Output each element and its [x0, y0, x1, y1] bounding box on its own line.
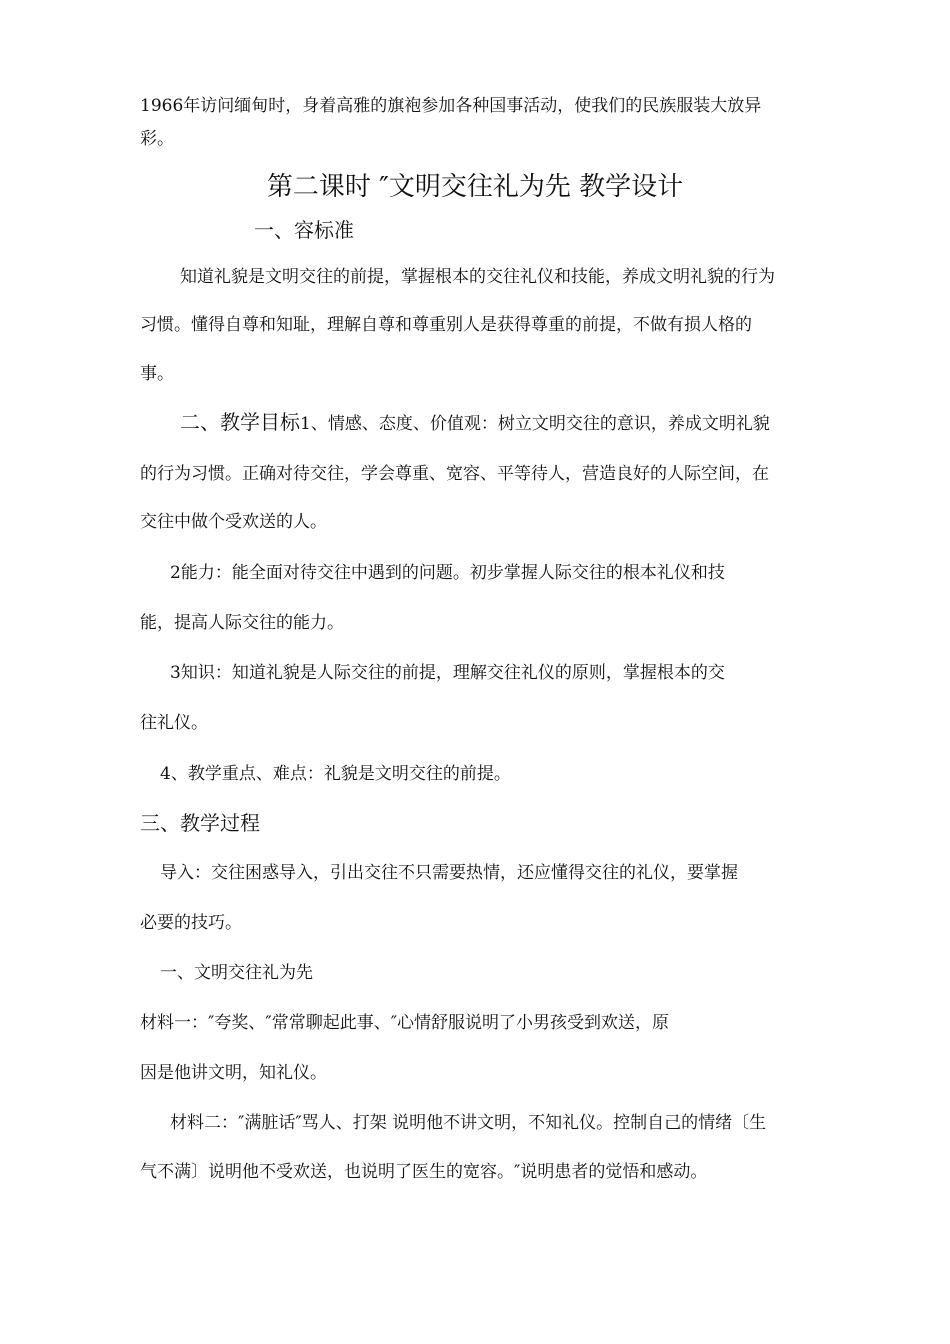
body-line: 4、教学重点、难点：礼貌是文明交往的前提。: [160, 764, 511, 784]
subsection-heading: 一、文明交往礼为先: [160, 963, 313, 983]
body-line: 彩。: [140, 129, 174, 149]
body-line: 材料一：″夸奖、″常常聊起此事、″心情舒服说明了小男孩受到欢送，原: [140, 1013, 670, 1033]
page-title: 第二课时 ″文明交往礼为先 教学设计: [266, 172, 684, 202]
section-heading: 三、教学过程: [140, 811, 260, 835]
body-line: 知道礼貌是文明交往的前提，掌握根本的交往礼仪和技能，养成文明礼貌的行为: [180, 267, 775, 287]
body-line: 事。: [140, 364, 174, 384]
section-heading: 一、容标准: [254, 218, 354, 242]
section-heading: 二、教学目标: [180, 410, 300, 434]
paragraph-line: [180, 410, 770, 436]
body-line: 习惯。懂得自尊和知耻，理解自尊和尊重别人是获得尊重的前提，不做有损人格的: [140, 315, 752, 335]
body-line: 必要的技巧。: [140, 913, 242, 933]
body-line: 往礼仪。: [140, 713, 208, 733]
body-line: 2能力：能全面对待交往中遇到的问题。初步掌握人际交往的根本礼仪和技: [170, 563, 725, 583]
body-text: 1、情感、态度、价值观：树立文明交往的意识，养成文明礼貌: [300, 414, 770, 434]
body-line: 1966年访问缅甸时，身着高雅的旗袍参加各种国事活动，使我们的民族服装大放异: [140, 96, 762, 116]
body-line: 因是他讲文明，知礼仪。: [140, 1063, 327, 1083]
body-line: 交往中做个受欢送的人。: [140, 512, 327, 532]
body-line: 的行为习惯。正确对待交往，学会尊重、宽容、平等待人，营造良好的人际空间，在: [140, 464, 769, 484]
body-line: 气不满〕说明他不受欢送，也说明了医生的宽容。″说明患者的觉悟和感动。: [140, 1162, 708, 1182]
body-line: 能，提高人际交往的能力。: [140, 613, 344, 633]
body-line: 材料二：″满脏话″骂人、打架 说明他不讲文明，不知礼仪。控制自己的情绪〔生: [170, 1113, 767, 1133]
body-line: 3知识：知道礼貌是人际交往的前提，理解交往礼仪的原则，掌握根本的交: [170, 663, 725, 683]
body-line: 导入：交往困惑导入，引出交往不只需要热情，还应懂得交往的礼仪，要掌握: [160, 863, 738, 883]
